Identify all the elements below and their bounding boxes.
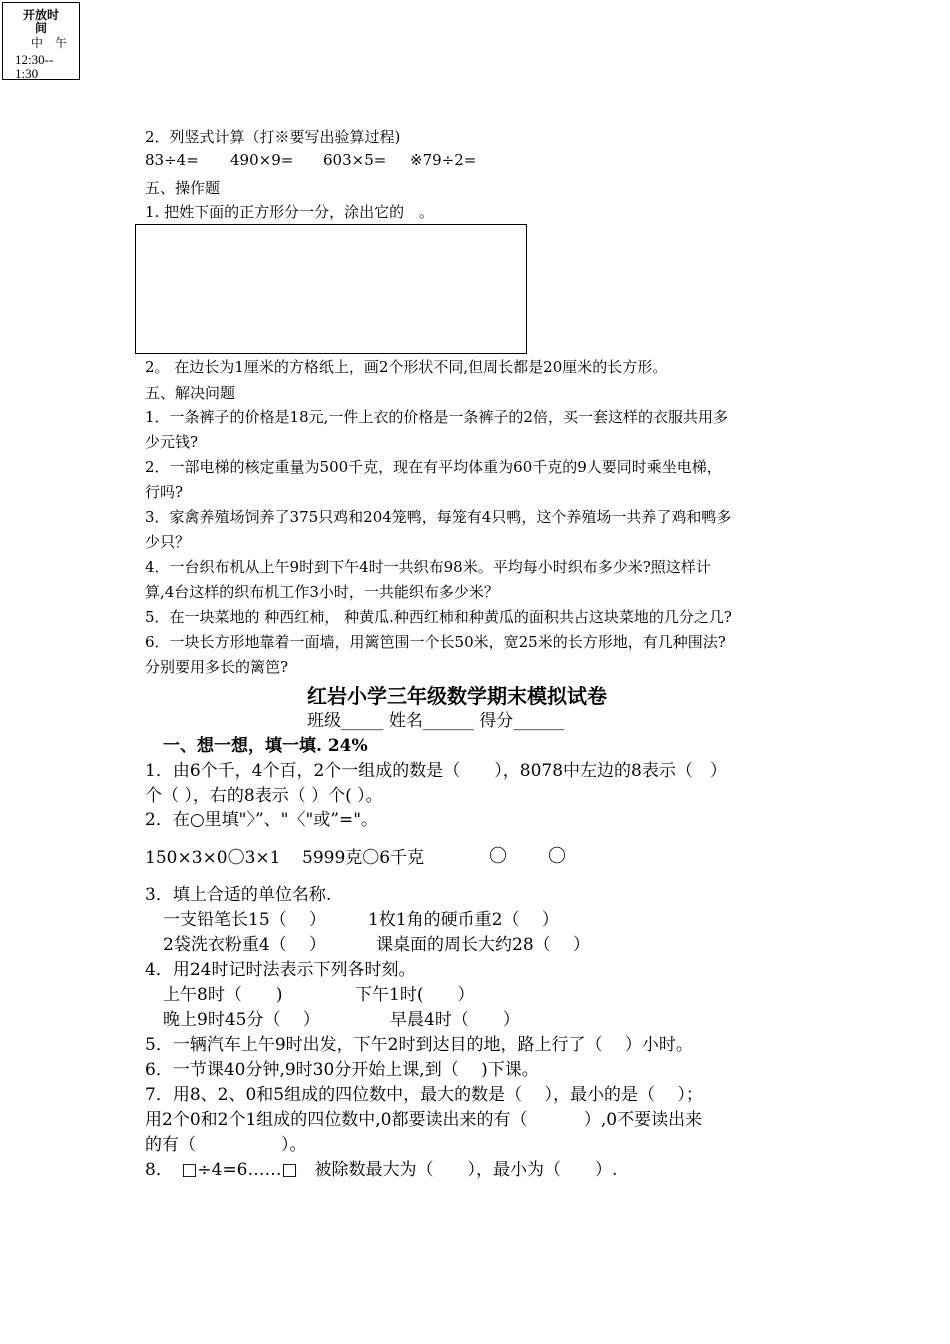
exam-section-1-title: 一、想一想，填一填. 24% xyxy=(163,736,368,756)
operation-question-2: 2。 在边长为1厘米的方格纸上，画2个形状不同,但周长都是20厘米的长方形。 xyxy=(145,358,668,376)
square-figure xyxy=(135,224,527,354)
opening-hours-midday: 中午 xyxy=(31,36,80,50)
problem-line: 4．一台织布机从上午9时到下午4时一共织布98米。平均每小时织布多少米?照这样计 xyxy=(145,558,711,576)
exam-q2-circle-a: 〇 xyxy=(489,846,507,867)
exam-q6: 6．一节课40分钟,9时30分开始上课,到（ )下课。 xyxy=(145,1060,539,1080)
opening-hours-box xyxy=(2,2,80,80)
exam-q1-line-1: 1．由6个千，4个百，2个一组成的数是（ ），8078中左边的8表示（ ） xyxy=(145,761,727,781)
exam-q1-line-2: 个（ ），右的8表示（ ）个( ）。 xyxy=(145,786,383,806)
opening-hours-title-1: 开放时 xyxy=(22,8,59,22)
exam-q7-line-1: 7．用8、2、0和5组成的四位数中，最大的数是（ ），最小的是（ ）； xyxy=(145,1085,703,1105)
exam-q4-a: 上午8时（ ) xyxy=(163,985,283,1005)
exam-title: 红岩小学三年级数学期末模拟试卷 xyxy=(307,684,607,708)
exam-q4-d: 早晨4时（ ） xyxy=(390,1010,520,1030)
exam-q3-d: 课桌面的周长大约28（ ） xyxy=(376,935,591,955)
exam-q2-expr-2: 5999克〇6千克 xyxy=(302,848,425,868)
calc-item-2: 490×9= xyxy=(230,151,294,169)
problem-line: 5．在一块菜地的 种西红柿， 种黄瓜.种西红柿和种黄瓜的面积共占这块菜地的几分之几? xyxy=(145,608,732,626)
exam-q2-circle-b: 〇 xyxy=(548,846,566,867)
exam-q7-line-2: 用2个0和2个1组成的四位数中,0都要读出来的有（ ）,0不要读出来 xyxy=(145,1110,703,1130)
exam-q8: 8． □÷4=6……□ 被除数最大为（ ），最小为（ ）. xyxy=(145,1160,618,1180)
exam-q3-a: 一支铅笔长15（ ） xyxy=(163,910,327,930)
calc-question-title: 2．列竖式计算（打※要写出验算过程) xyxy=(145,128,401,146)
exam-q4-c: 晚上9时45分（ ） xyxy=(163,1010,320,1030)
calc-item-4: ※79÷2= xyxy=(410,151,477,169)
opening-hours-time-1: 12:30-- xyxy=(15,52,54,67)
problem-line: 6．一块长方形地靠着一面墙，用篱笆围一个长50米，宽25米的长方形地，有几种围法? xyxy=(145,633,726,651)
operation-question-1: 1. 把姓下面的正方形分一分，涂出它的 。 xyxy=(145,203,435,221)
problem-line: 3．家禽养殖场饲养了375只鸡和204笼鸭，每笼有4只鸭，这个养殖场一共养了鸡和鸭多 xyxy=(145,508,732,526)
section-operation-title: 五、操作题 xyxy=(145,179,221,197)
exam-q3: 3．填上合适的单位名称. xyxy=(145,885,332,905)
section-problems-title: 五、解决问题 xyxy=(145,384,236,402)
problem-line: 1．一条裤子的价格是18元,一件上衣的价格是一条裤子的2倍，买一套这样的衣服共用多 xyxy=(145,408,728,426)
problem-line: 少元钱? xyxy=(145,433,199,451)
exam-q3-c: 2袋洗衣粉重4（ ） xyxy=(163,935,327,955)
problem-line: 2．一部电梯的核定重量为500千克，现在有平均体重为60千克的9人要同时乘坐电梯， xyxy=(145,458,722,476)
problem-line: 算,4台这样的织布机工作3小时，一共能织布多少米？ xyxy=(145,583,499,601)
exam-q4-b: 下午1时( ） xyxy=(355,985,475,1005)
calc-item-3: 603×5= xyxy=(323,151,387,169)
problem-line: 行吗? xyxy=(145,483,184,501)
exam-q7-line-3: 的有（ ）。 xyxy=(145,1135,307,1155)
opening-hours-time-2: 1:30 xyxy=(15,66,39,81)
exam-q2-expr-1: 150×3×0〇3×1 xyxy=(145,848,281,868)
opening-hours-title-2: 间 xyxy=(34,21,47,35)
problem-line: 分别要用多长的篱笆? xyxy=(145,658,289,676)
exam-q4: 4．用24时记时法表示下列各时刻。 xyxy=(145,960,416,980)
calc-item-1: 83÷4= xyxy=(145,151,199,169)
problem-line: 少只？ xyxy=(145,533,191,551)
exam-student-info: 班级_____ 姓名______ 得分______ xyxy=(307,711,565,731)
exam-q3-b: 1枚1角的硬币重2（ ） xyxy=(368,910,559,930)
exam-q5: 5．一辆汽车上午9时出发，下午2时到达目的地，路上行了（ ）小时。 xyxy=(145,1035,693,1055)
exam-q2: 2．在○里填"〉”、"〈"或”="。 xyxy=(145,810,379,830)
